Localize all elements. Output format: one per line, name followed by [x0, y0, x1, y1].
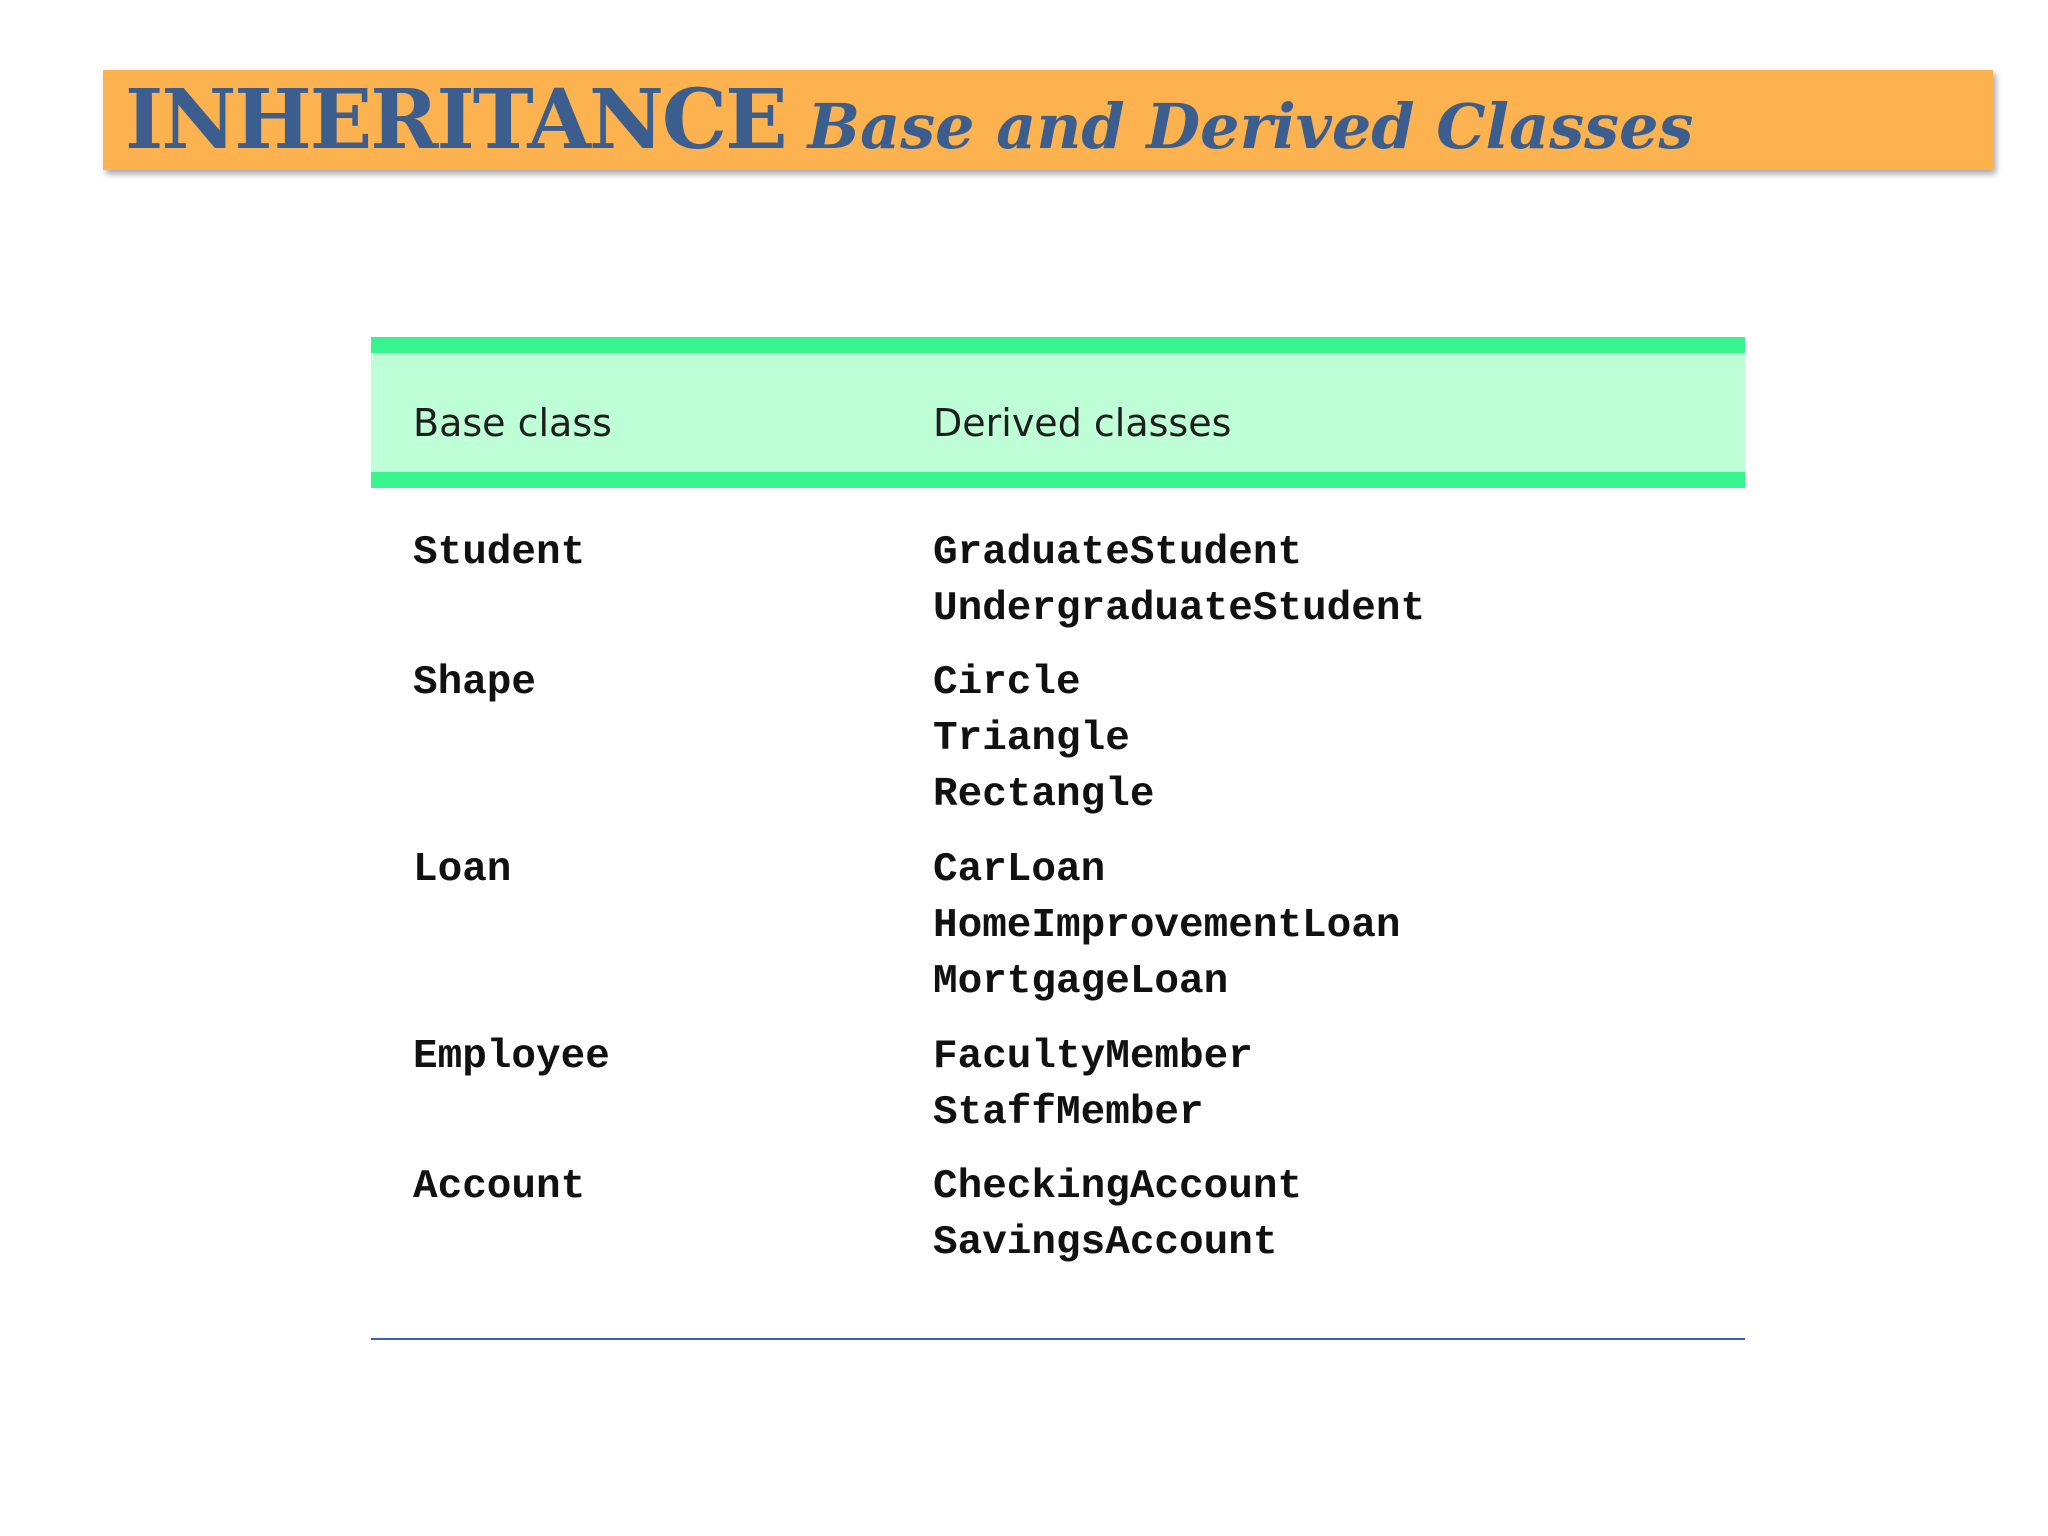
base-class-cell: Account	[413, 1164, 586, 1210]
derived-class: Circle	[933, 660, 1081, 706]
table-bottom-rule	[371, 1338, 1745, 1340]
slide-title-bar	[103, 70, 1993, 170]
derived-class: GraduateStudent	[933, 530, 1303, 576]
header-derived-classes: Derived classes	[933, 401, 1232, 445]
slide-subtitle: Base and Derived Classes	[807, 89, 1694, 163]
inheritance-table	[371, 337, 1745, 1266]
derived-class: SavingsAccount	[933, 1220, 1278, 1266]
base-class-cell: Student	[413, 530, 586, 576]
derived-class: MortgageLoan	[933, 959, 1229, 1005]
derived-class: Triangle	[933, 716, 1130, 762]
derived-class: HomeImprovementLoan	[933, 903, 1401, 949]
table-header	[371, 337, 1745, 488]
derived-classes-cell	[933, 1159, 1302, 1271]
base-class-cell: Loan	[413, 847, 512, 893]
derived-classes-cell	[933, 525, 1425, 637]
derived-class: FacultyMember	[933, 1034, 1253, 1080]
derived-class: CarLoan	[933, 847, 1106, 893]
derived-class: CheckingAccount	[933, 1164, 1303, 1210]
base-class-cell: Employee	[413, 1034, 610, 1080]
derived-class: UndergraduateStudent	[933, 586, 1426, 632]
derived-classes-cell	[933, 1029, 1253, 1141]
derived-class: StaffMember	[933, 1090, 1204, 1136]
derived-classes-cell	[933, 842, 1400, 1010]
derived-class: Rectangle	[933, 772, 1155, 818]
base-class-cell: Shape	[413, 660, 537, 706]
derived-classes-cell	[933, 655, 1154, 823]
header-base-class: Base class	[413, 401, 612, 445]
slide-title: INHERITANCE	[125, 72, 786, 168]
